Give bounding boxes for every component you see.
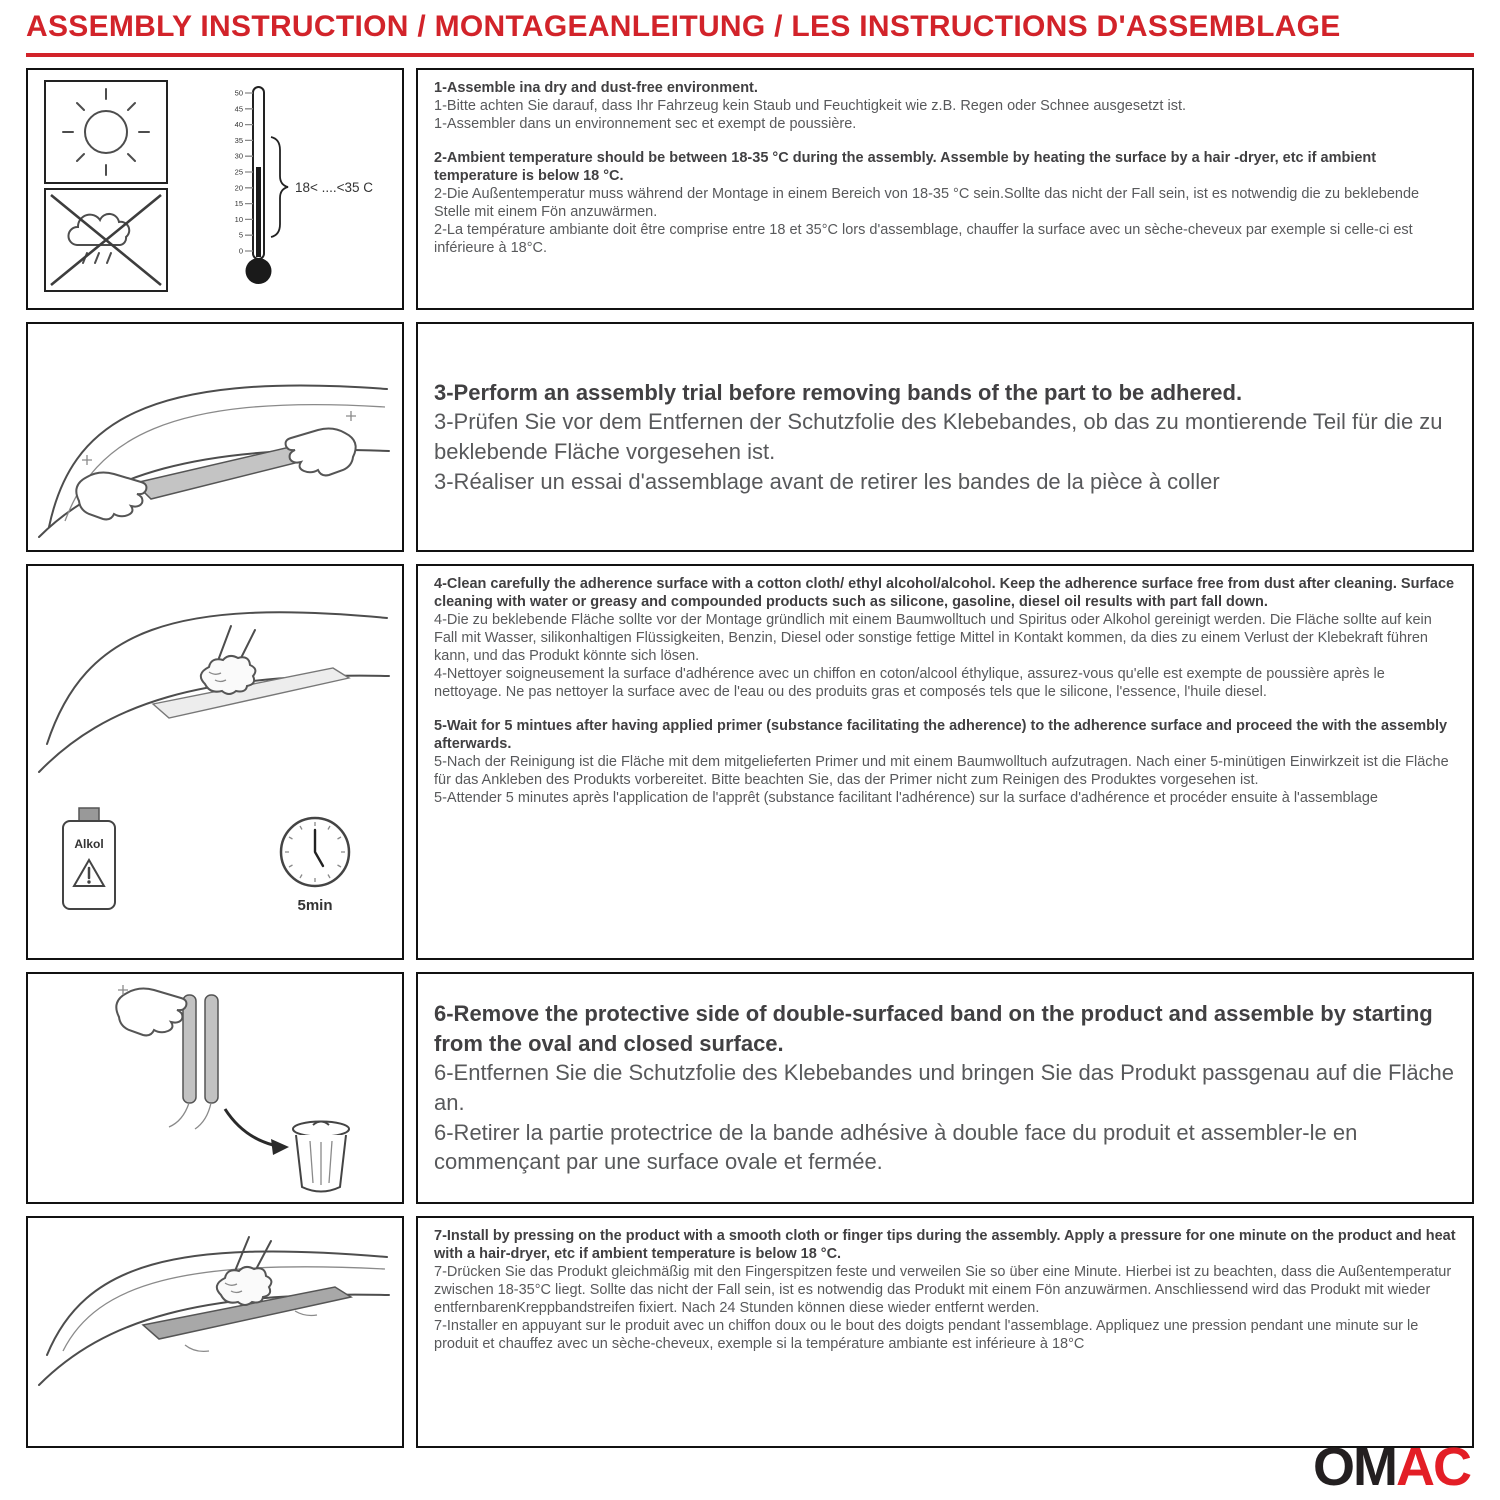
scale-label: 45 (234, 104, 243, 114)
row-environment-temperature (26, 68, 1474, 310)
para-de-4: 4-Die zu beklebende Fläche sollte vor der Montage gründlich mit einem Baumwolltuch und Spiritus oder Alkohol gereinigt werden. Die Fläche sollte auf kein Fall mit Wasser, silikonhaltigen Flüssigkeiten, Benzin, Diesel oder sonstige fettige Mittel in Kontakt kommen, da dies zu einem Verlust der Klebekraft führen kann, und das Produkt könnte sich lösen. (434, 611, 1432, 664)
para-de-2: 2-Die Außentemperatur muss während der Montage in einem Bereich von 18-35 °C sein.Sollte das nicht der Fall sein, ist es notwendig die zu beklebende Stelle mit einem Fön anzuwärmen. (434, 185, 1420, 220)
para-fr-7: 7-Installer en appuyant sur le produit avec un chiffon doux ou le bout des doigts pendant l'assemblage. Appliquez une pression pendant une minute sur le produit et chauffez avec un sèche-cheveux, exemple si la température ambiante est inférieure à 18°C (434, 1317, 1419, 1352)
textbox-clean-primer (416, 564, 1474, 960)
row-remove-band (26, 972, 1474, 1204)
thermometer-icon (235, 87, 374, 284)
environment-illustration (39, 75, 391, 303)
para-en-3: 3-Perform an assembly trial before removing bands of the part to be adhered. (434, 379, 1243, 405)
door-sill-pressing-hand (35, 1225, 395, 1440)
scale-label: 10 (234, 214, 243, 224)
row-assembly-trial (26, 322, 1474, 552)
para-fr-2: 2-La température ambiante doit être comprise entre 18 et 35°C lors d'assemblage, chauffer la surface avec un sèche-cheveux par exemple si celle-ci est inférieure à 18°C. (434, 221, 1413, 256)
para-en-5: 5-Wait for 5 mintues after having applied primer (substance facilitating the adherence) to the adherence surface and proceed the with the assembly afterwards. (434, 717, 1448, 752)
page-title: ASSEMBLY INSTRUCTION / MONTAGEANLEITUNG / LES INSTRUCTIONS D'ASSEMBLAGE (26, 10, 1474, 57)
row-press-install (26, 1216, 1474, 1448)
pressing-cloth-icon (217, 1266, 272, 1304)
scale-label: 50 (234, 88, 243, 98)
para-en-7: 7-Install by pressing on the product with a smooth cloth or finger tips during the assembly. Apply a pressure for one minute on the product and heat with a hair-dryer, etc if ambient temperature is below 18 °C. (434, 1228, 1456, 1262)
row-clean-primer (26, 564, 1474, 960)
scale-label: 20 (234, 183, 243, 193)
para-de-1: 1-Bitte achten Sie darauf, dass Ihr Fahrzeug kein Staub und Feuchtigkeit wie z.B. Regen oder Schnee ausgesetzt ist. (434, 97, 1187, 114)
illustration-assembly-trial (26, 322, 404, 552)
logo-text-a: A (1396, 1437, 1433, 1497)
scale-label: 35 (234, 135, 243, 145)
omac-logo (1313, 1437, 1470, 1497)
para-fr-6: 6-Retirer la partie protectrice de la bande adhésive à double face du produit et assembler-le en commençant par une surface ovale et fermée. (434, 1119, 1358, 1175)
sun-icon (45, 81, 167, 183)
scale-label: 15 (234, 199, 243, 209)
band-strip (205, 995, 218, 1103)
para-de-6: 6-Entfernen Sie die Schutzfolie des Klebebandes und bringen Sie das Produkt passgenau auf die Fläche an. (434, 1060, 1455, 1115)
cleaning-cloth-icon (201, 656, 256, 694)
alcohol-bottle-icon (63, 808, 115, 909)
logo-text-c: C (1433, 1437, 1470, 1497)
para-fr-5: 5-Attender 5 minutes après l'application de l'apprêt (substance facilitant l'adhérence) sur la surface d'adhérence et procéder ensuite à l'assemblage (434, 789, 1379, 806)
para-en-2: 2-Ambient temperature should be between 18-35 °C during the assembly. Assemble by heating the surface by a hair -dryer, etc if ambient temperature is below 18 °C. (434, 149, 1377, 184)
clock-label: 5min (297, 897, 333, 914)
illustration-clean-primer (26, 564, 404, 960)
textbox-remove-band (416, 972, 1474, 1204)
para-en-6: 6-Remove the protective side of double-surfaced band on the product and assemble by starting from the oval and closed surface. (434, 1000, 1433, 1056)
scale-label: 25 (234, 167, 243, 177)
clock-icon (281, 818, 349, 914)
brace-glyph (271, 137, 288, 237)
temp-range-label: 18< ....<35 C (295, 180, 374, 195)
right-hand-icon (286, 429, 356, 476)
para-de-3: 3-Prüfen Sie vor dem Entfernen der Schutzfolie des Klebebandes, ob das zu montierende Teil für die zu beklebende Fläche vorgesehen ist. (434, 409, 1443, 464)
para-en-4: 4-Clean carefully the adherence surface with a cotton cloth/ ethyl alcohol/alcohol. Keep the adherence surface free from dust after cleaning. Surface cleaning with water or greasy and compounded products such as silicone, gasoline, diesel oil results with part fall down. (434, 576, 1455, 610)
logo-text-om: OM (1313, 1437, 1396, 1497)
scale-label: 5 (238, 230, 243, 240)
textbox-assembly-trial (416, 322, 1474, 552)
illustration-environment (26, 68, 404, 310)
para-fr-1: 1-Assembler dans un environnement sec et exempt de poussière. (434, 115, 857, 132)
scale-label: 30 (234, 151, 243, 161)
para-fr-3: 3-Réaliser un essai d'assemblage avant de retirer les bandes de la pièce à coller (434, 468, 1220, 494)
instruction-rows (26, 68, 1474, 1448)
hand-icon (116, 985, 186, 1035)
scale-label: 0 (238, 246, 243, 256)
textbox-press-install (416, 1216, 1474, 1448)
hand-peeling-bands (35, 981, 395, 1196)
left-hand-icon (76, 473, 146, 520)
no-rain-icon (45, 189, 167, 291)
illustration-remove-band (26, 972, 404, 1204)
arrow-icon (225, 1109, 273, 1145)
para-fr-4: 4-Nettoyer soigneusement la surface d'adhérence avec un chiffon en coton/alcool éthylique, assurez-vous qu'elle est exempte de poussière après le nettoyage. Ne pas nettoyer la surface avec de l'eau ou des produits gras et composés tels que le silicone, l'essence, l'huile diesel. (434, 665, 1385, 700)
door-sill-hands-placing-trim (35, 331, 395, 543)
scale-label: 40 (234, 120, 243, 130)
para-en-1: 1-Assemble ina dry and dust-free environment. (434, 80, 758, 96)
para-de-5: 5-Nach der Reinigung ist die Fläche mit dem mitgelieferten Primer und mit einem Baumwolltuch aufzutragen. Nach einer 5-minütigen Einwirkzeit ist die Fläche für das Ankleben des Produkts vorbereitet. Bitte beachten Sie, das der Primer nicht zum Reinigen des Produktes vorgesehen ist. (434, 753, 1449, 788)
textbox-environment (416, 68, 1474, 310)
bottle-label: Alkol (74, 837, 104, 851)
trash-can-icon (293, 1121, 349, 1191)
illustration-press-install (26, 1216, 404, 1448)
para-de-7: 7-Drücken Sie das Produkt gleichmäßig mit den Fingerspitzen feste und verweilen Sie so über eine Minute. Hierbei ist zu beachten, dass die Außentemperatur zwischen 18-35°C liegt. Sollte das nicht der Fall sein, ist es notwendig das Produkt mit einem Fön anzuwärmen. Anschliessend wird das Produkt mit wieder entfernbarenKreppbandstreifen fixiert. Nach 24 Stunden können diese wieder entfernt werden. (434, 1263, 1452, 1316)
door-sill-cleaning-hand (35, 576, 395, 948)
band-strip (183, 995, 196, 1103)
